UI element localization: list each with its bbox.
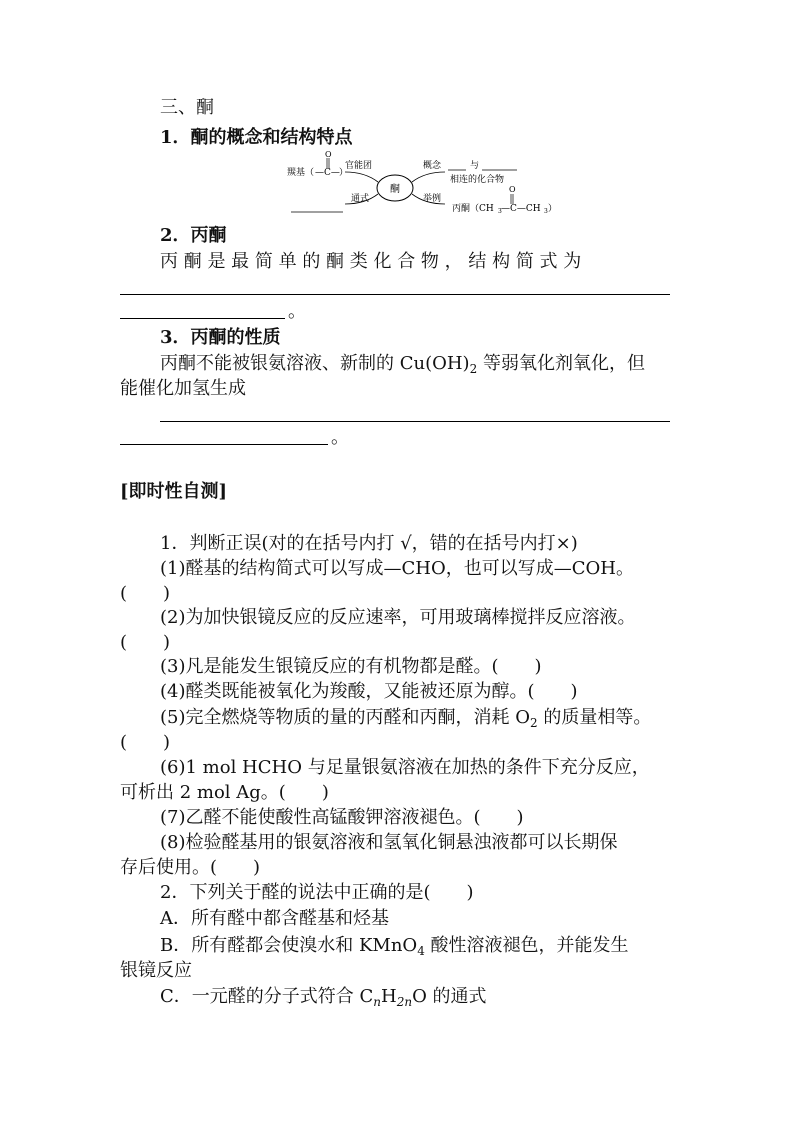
branch-functional-group bbox=[345, 172, 378, 182]
acetone-label: 丙酮（CH bbox=[452, 204, 494, 214]
answer-blank-2 bbox=[120, 318, 285, 319]
branch-concept bbox=[412, 172, 445, 182]
carbonyl-close: ） bbox=[339, 168, 349, 178]
q2-stem: 2．下列关于醛的说法中正确的是( ) bbox=[160, 882, 474, 903]
acetone-o-atom: O bbox=[509, 185, 516, 194]
s3-sub: 2 bbox=[469, 362, 478, 376]
diagram-center: 酮 bbox=[390, 184, 400, 195]
q1-item-6b: 可析出 2 mol Ag。( ) bbox=[120, 782, 329, 803]
q1-item-2: (2)为加快银镜反应的反应速率，可用玻璃棒搅拌反应溶液。 bbox=[160, 607, 636, 628]
q2-option-a: A．所有醛中都含醛基和烃基 bbox=[160, 908, 389, 929]
carbonyl-o-atom: O bbox=[325, 150, 332, 159]
q1-item-7: (7)乙醛不能使酸性高锰酸钾溶液褪色。( ) bbox=[160, 807, 524, 828]
q1-item-2-paren: ( ) bbox=[120, 632, 171, 653]
q2-option-b bbox=[160, 934, 629, 963]
q2-c2: H bbox=[381, 986, 397, 1007]
q1-item-3: (3)凡是能发生银镜反应的有机物都是醛。( ) bbox=[160, 656, 542, 677]
answer-blank-4 bbox=[120, 444, 328, 445]
section-title: 三、酮 bbox=[160, 97, 214, 118]
period-2: 。 bbox=[331, 427, 349, 448]
q2-b1: B．所有醛都会使溴水和 KMnO bbox=[160, 935, 418, 956]
q1-5b: 的质量相等。 bbox=[537, 707, 652, 728]
q1-item-1-paren: ( ) bbox=[120, 583, 171, 604]
label-example: 举例 bbox=[423, 194, 442, 204]
subsection-1-title: 1．酮的概念和结构特点 bbox=[160, 127, 353, 148]
q1-item-1: (1)醛基的结构简式可以写成—CHO，也可以写成—COH。 bbox=[160, 558, 634, 579]
s3-text-b: 等弱氧化剂氧化，但 bbox=[477, 353, 645, 374]
subsection-3-title: 3．丙酮的性质 bbox=[160, 327, 281, 348]
q2-c-2n-text: 2n bbox=[396, 995, 413, 1009]
q2-b2: 酸性溶液褪色，并能发生 bbox=[424, 935, 629, 956]
label-general-formula: 通式 bbox=[351, 194, 370, 204]
quiz-heading: [即时性自测] bbox=[120, 481, 228, 502]
ketone-concept-diagram bbox=[285, 150, 558, 222]
q1-item-6: (6)1 mol HCHO 与足量银氨溶液在加热的条件下充分反应， bbox=[160, 757, 650, 778]
acetone-mid: —C—CH bbox=[501, 204, 541, 214]
carbonyl-label: 羰基（ bbox=[287, 168, 315, 178]
q1-item-8b: 存后使用。( ) bbox=[120, 857, 261, 878]
q1-item-4: (4)醛类既能被氧化为羧酸，又能被还原为醇。( ) bbox=[160, 681, 578, 702]
concept-yu: 与 bbox=[470, 161, 480, 171]
carbonyl-group: —C— bbox=[315, 168, 340, 178]
q2-b-sub: 4 bbox=[417, 944, 425, 958]
answer-blank-1 bbox=[120, 294, 670, 295]
q2-c-2n bbox=[397, 995, 412, 1009]
answer-blank-3 bbox=[160, 421, 670, 422]
acetone-sub-2: 3 bbox=[544, 208, 548, 215]
period-1: 。 bbox=[288, 301, 306, 322]
subsection-2-title: 2．丙酮 bbox=[160, 225, 227, 246]
s3-text-a: 丙酮不能被银氨溶液、新制的 Cu(OH) bbox=[160, 353, 470, 374]
acetone-end: ） bbox=[548, 204, 558, 214]
q1-5a: (5)完全燃烧等物质的量的丙醛和丙酮，消耗 O bbox=[160, 707, 530, 728]
q2-c3: O 的通式 bbox=[412, 986, 487, 1007]
label-concept: 概念 bbox=[423, 161, 442, 171]
q1-stem: 1．判断正误(对的在括号内打 √，错的在括号内打×) bbox=[160, 533, 578, 554]
q1-item-5-paren: ( ) bbox=[120, 732, 171, 753]
q1-item-5 bbox=[160, 706, 651, 735]
subsection-2-text: 丙 酮 是 最 简 单 的 酮 类 化 合 物 ， 结 构 简 式 为 bbox=[160, 251, 582, 272]
subsection-3-text-line2: 能催化加氢生成 bbox=[120, 378, 246, 399]
q2-c1: C．一元醛的分子式符合 C bbox=[160, 986, 374, 1007]
q1-item-8: (8)检验醛基用的银氨溶液和氢氧化铜悬浊液都可以长期保 bbox=[160, 832, 618, 853]
label-functional-group: 官能团 bbox=[345, 161, 373, 171]
q2-c-n: n bbox=[373, 995, 381, 1009]
q2-option-b-cont: 银镜反应 bbox=[120, 960, 192, 981]
q2-option-c bbox=[160, 985, 487, 1014]
q1-5-sub: 2 bbox=[529, 716, 538, 730]
concept-text: 相连的化合物 bbox=[450, 175, 505, 185]
acetone-sub-1: 3 bbox=[498, 208, 502, 215]
